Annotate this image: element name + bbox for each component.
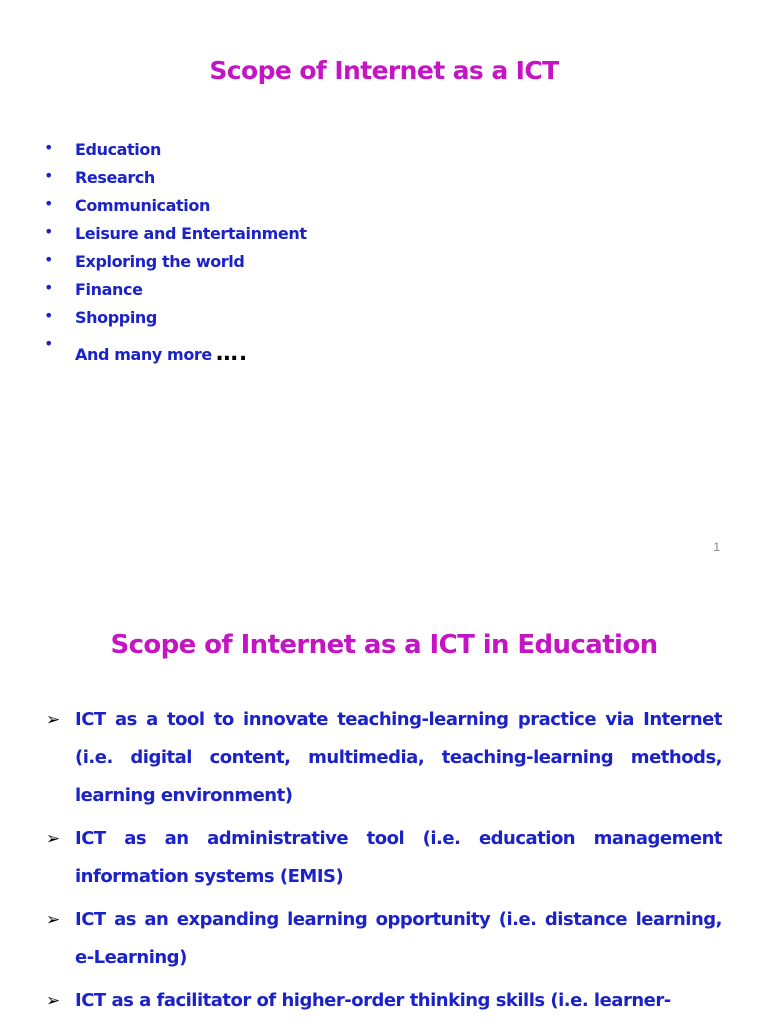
slide-title: Scope of Internet as a ICT xyxy=(209,56,559,85)
slide-2 xyxy=(0,575,768,1024)
list-item-text: ICT as a facilitator of higher-order thinking skills (i.e. learner- xyxy=(75,990,671,1011)
list-item xyxy=(46,982,722,1020)
list-item xyxy=(44,222,307,250)
list-item-text: ICT as an expanding learning opportunity (i.e. distance learning, e-Learning) xyxy=(75,909,722,968)
page-number: 1 xyxy=(713,540,720,554)
list-item-more xyxy=(44,334,307,370)
list-item-label: Finance xyxy=(75,280,143,299)
list-item xyxy=(46,701,722,815)
bullet-icon: • xyxy=(44,222,54,241)
list-item xyxy=(46,901,722,977)
bullet-icon: • xyxy=(44,278,54,297)
bullet-icon: • xyxy=(44,306,54,325)
list-item xyxy=(44,166,307,194)
list-item-label: Exploring the world xyxy=(75,252,245,271)
list-item-label: Education xyxy=(75,140,161,159)
slide-title: Scope of Internet as a ICT in Education xyxy=(110,630,658,660)
arrow-bullet-icon: ➢ xyxy=(46,991,60,1011)
list-item-label: Leisure and Entertainment xyxy=(75,224,307,243)
list-item xyxy=(44,194,307,222)
arrow-point-list xyxy=(46,701,722,1025)
list-item xyxy=(44,278,307,306)
bullet-icon: • xyxy=(44,166,54,185)
arrow-bullet-icon: ➢ xyxy=(46,910,60,930)
list-item-text: ICT as a tool to innovate teaching-learning practice via Internet (i.e. digital content, multimedia, teaching-learning methods, learning environment) xyxy=(75,709,722,806)
list-item-label: Communication xyxy=(75,196,210,215)
bullet-icon: • xyxy=(44,250,54,269)
bullet-icon: • xyxy=(44,194,54,213)
bullet-icon: • xyxy=(44,334,54,353)
ellipsis: …. xyxy=(215,341,249,366)
list-item-label: Shopping xyxy=(75,308,157,327)
list-item xyxy=(44,306,307,334)
list-item-label: Research xyxy=(75,168,155,187)
list-item-text: ICT as an administrative tool (i.e. education management information systems (EMIS) xyxy=(75,828,722,887)
arrow-bullet-icon: ➢ xyxy=(46,710,60,730)
bullet-icon: • xyxy=(44,138,54,157)
arrow-bullet-icon: ➢ xyxy=(46,829,60,849)
list-item xyxy=(46,820,722,896)
list-item xyxy=(44,250,307,278)
list-item xyxy=(44,138,307,166)
bullet-list xyxy=(44,138,307,370)
more-label: And many more xyxy=(75,345,212,364)
